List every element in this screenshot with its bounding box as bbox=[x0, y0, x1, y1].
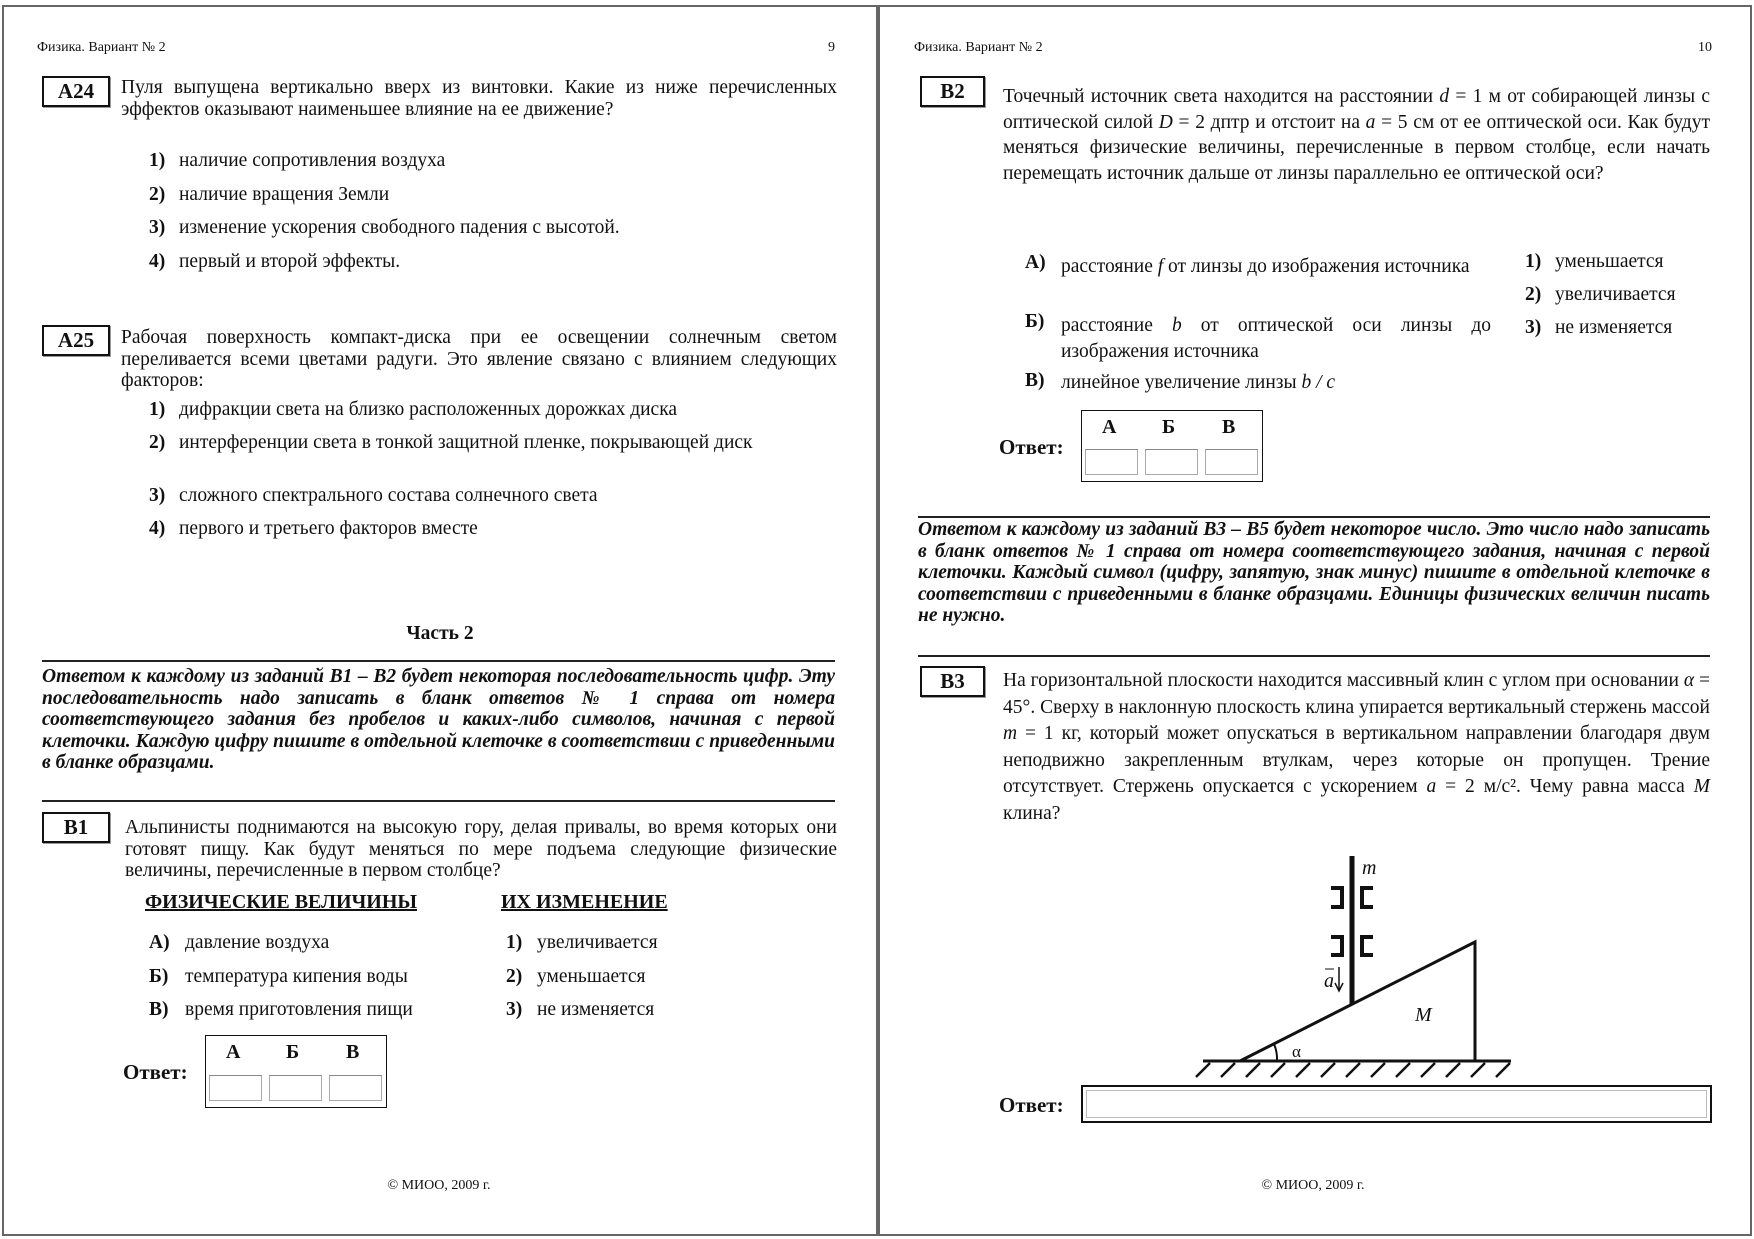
ground-hatching bbox=[1196, 1063, 1510, 1077]
answer-cell[interactable] bbox=[269, 1075, 322, 1101]
answer-column-b: Б bbox=[1162, 416, 1176, 438]
page-number: 9 bbox=[828, 40, 835, 55]
option-text: интерференции света в тонкой защитной пленке, покрывающей диск bbox=[179, 432, 753, 453]
option-text: первый и второй эффекты. bbox=[179, 251, 401, 272]
page-footer: © МИОО, 2009 г. bbox=[1261, 1178, 1365, 1193]
item-letter: В) bbox=[149, 999, 169, 1020]
option-number: 3) bbox=[149, 217, 166, 238]
option-number: 3) bbox=[149, 485, 166, 506]
item-text: температура кипения воды bbox=[185, 966, 408, 987]
answer-column-a: А bbox=[226, 1041, 241, 1063]
item-text: линейное увеличение линзы b / c bbox=[1061, 372, 1336, 393]
option-text: сложного спектрального состава солнечного света bbox=[179, 485, 598, 506]
option-text: дифракции света на близко расположенных дорожках диска bbox=[179, 399, 678, 420]
item-text: время приготовления пищи bbox=[185, 999, 413, 1020]
item-letter: Б) bbox=[1025, 311, 1045, 332]
b2-answer-table bbox=[1081, 410, 1263, 482]
answer-label: Ответ: bbox=[123, 1060, 188, 1084]
answer-cell[interactable] bbox=[1085, 449, 1138, 475]
divider bbox=[918, 655, 1710, 657]
page-footer: © МИОО, 2009 г. bbox=[387, 1178, 491, 1193]
item-letter: А) bbox=[1025, 252, 1046, 273]
question-label-a25: А25 bbox=[42, 325, 110, 356]
answer-cell[interactable] bbox=[329, 1075, 382, 1101]
item-text: расстояние b от оптической оси линзы до изображения источника bbox=[1061, 315, 1491, 362]
question-a24-text: Пуля выпущена вертикально вверх из винтовки. Какие из ниже перечисленных эффектов оказывают наименьшее влияние на ее движение? bbox=[121, 77, 837, 120]
item-text: не изменяется bbox=[537, 999, 655, 1020]
b1-answer-table bbox=[205, 1035, 387, 1108]
column-header-changes: ИХ ИЗМЕНЕНИЕ bbox=[501, 891, 668, 913]
item-text: увеличивается bbox=[1555, 284, 1676, 305]
item-text: не изменяется bbox=[1555, 317, 1673, 338]
answer-cell[interactable] bbox=[209, 1075, 262, 1101]
page-header: Физика. Вариант № 2 bbox=[914, 40, 1043, 55]
option-text: первого и третьего факторов вместе bbox=[179, 518, 478, 539]
item-text: увеличивается bbox=[537, 932, 658, 953]
page-9 bbox=[2, 5, 878, 1236]
b3-b5-instructions: Ответом к каждому из заданий В3 – В5 будет некоторое число. Это число надо записать в бланк ответов № 1 справа от номера соответствующего задания, начиная с первой клеточки. Каждый символ (цифру, запятую, знак минус) пишите в отдельной клеточке в соответствии с приведенными в бланке образцами. Единицы физических величин писать не нужно. bbox=[918, 519, 1710, 627]
item-letter: В) bbox=[1025, 370, 1045, 391]
label-M: M bbox=[1415, 1004, 1432, 1026]
question-label-a24: А24 bbox=[42, 76, 110, 107]
option-number: 2) bbox=[149, 432, 166, 453]
part2-instructions: Ответом к каждому из заданий В1 – В2 будет некоторая последовательность цифр. Эту последовательность надо записать в бланк ответов № 1 справа от номера соответствующего задания без пробелов и каких-либо символов, начиная с первой клеточки. Каждую цифру пишите в отдельной клеточке в соответствии с приведенными в бланке образцами. bbox=[42, 666, 835, 774]
question-b2-text: Точечный источник света находится на расстоянии d = 1 м от собирающей линзы с оптической силой D = 2 дптр и отстоит на a = 5 см от ее оптической оси. Как будут меняться физические величины, перечисленные в первом столбце, если начать перемещать источник дальше от линзы параллельно ее оптической оси? bbox=[1003, 86, 1710, 184]
question-label-b2: В2 bbox=[920, 76, 985, 107]
answer-cell[interactable] bbox=[1205, 449, 1258, 475]
item-number: 3) bbox=[1525, 317, 1542, 338]
angle-arc bbox=[1274, 1044, 1277, 1061]
column-header-quantities: ФИЗИЧЕСКИЕ ВЕЛИЧИНЫ bbox=[145, 891, 418, 913]
wedge-rod-figure bbox=[1190, 845, 1530, 1085]
item-text: уменьшается bbox=[537, 966, 646, 987]
answer-cell[interactable] bbox=[1145, 449, 1198, 475]
wedge bbox=[1240, 942, 1475, 1061]
option-number: 4) bbox=[149, 251, 166, 272]
item-number: 3) bbox=[506, 999, 523, 1020]
option-text: изменение ускорения свободного падения с высотой. bbox=[179, 217, 620, 238]
item-letter: А) bbox=[149, 932, 170, 953]
item-number: 1) bbox=[1525, 251, 1542, 272]
page-number: 10 bbox=[1698, 40, 1712, 55]
question-label-b3: В3 bbox=[920, 666, 985, 697]
question-label-b1: В1 bbox=[42, 812, 110, 843]
divider bbox=[42, 800, 835, 802]
item-letter: Б) bbox=[149, 966, 169, 987]
option-number: 4) bbox=[149, 518, 166, 539]
divider bbox=[918, 516, 1710, 518]
answer-label: Ответ: bbox=[999, 1093, 1064, 1117]
item-text: уменьшается bbox=[1555, 251, 1664, 272]
answer-column-a: А bbox=[1102, 416, 1117, 438]
option-number: 1) bbox=[149, 150, 166, 171]
item-number: 1) bbox=[506, 932, 523, 953]
label-a: a bbox=[1324, 970, 1334, 992]
page-header: Физика. Вариант № 2 bbox=[37, 40, 166, 55]
b3-answer-field[interactable] bbox=[1081, 1085, 1712, 1123]
question-b3-text: На горизонтальной плоскости находится массивный клин с углом при основании α = 45°. Сверху в наклонную плоскость клина упирается вертикальный стержень массой m = 1 кг, который может опускаться в вертикальном направлении благодаря двум неподвижно закрепленным втулкам, через которые он пропущен. Трение отсутствует. Стержень опускается с ускорением a = 2 м/с². Чему равна масса M клина? bbox=[1003, 670, 1711, 824]
item-text: расстояние f от линзы до изображения источника bbox=[1061, 256, 1470, 277]
section-title: Часть 2 bbox=[406, 623, 474, 644]
divider bbox=[42, 660, 835, 662]
answer-column-b: Б bbox=[286, 1041, 300, 1063]
item-number: 2) bbox=[506, 966, 523, 987]
item-text: давление воздуха bbox=[185, 932, 330, 953]
answer-column-v: В bbox=[346, 1041, 360, 1063]
label-alpha: α bbox=[1292, 1042, 1301, 1061]
answer-label: Ответ: bbox=[999, 435, 1064, 459]
option-number: 2) bbox=[149, 184, 166, 205]
option-text: наличие сопротивления воздуха bbox=[179, 150, 446, 171]
option-number: 1) bbox=[149, 399, 166, 420]
answer-column-v: В bbox=[1222, 416, 1236, 438]
item-number: 2) bbox=[1525, 284, 1542, 305]
label-m: m bbox=[1362, 857, 1377, 879]
question-a25-text: Рабочая поверхность компакт-диска при ее освещении солнечным светом переливается всеми цветами радуги. Это явление связано с влиянием следующих факторов: bbox=[121, 327, 837, 391]
question-b1-text: Альпинисты поднимаются на высокую гору, делая привалы, во время которых они готовят пищу. Как будут меняться по мере подъема следующие физические величины, перечисленные в первом столбце? bbox=[125, 817, 837, 881]
option-text: наличие вращения Земли bbox=[179, 184, 390, 205]
